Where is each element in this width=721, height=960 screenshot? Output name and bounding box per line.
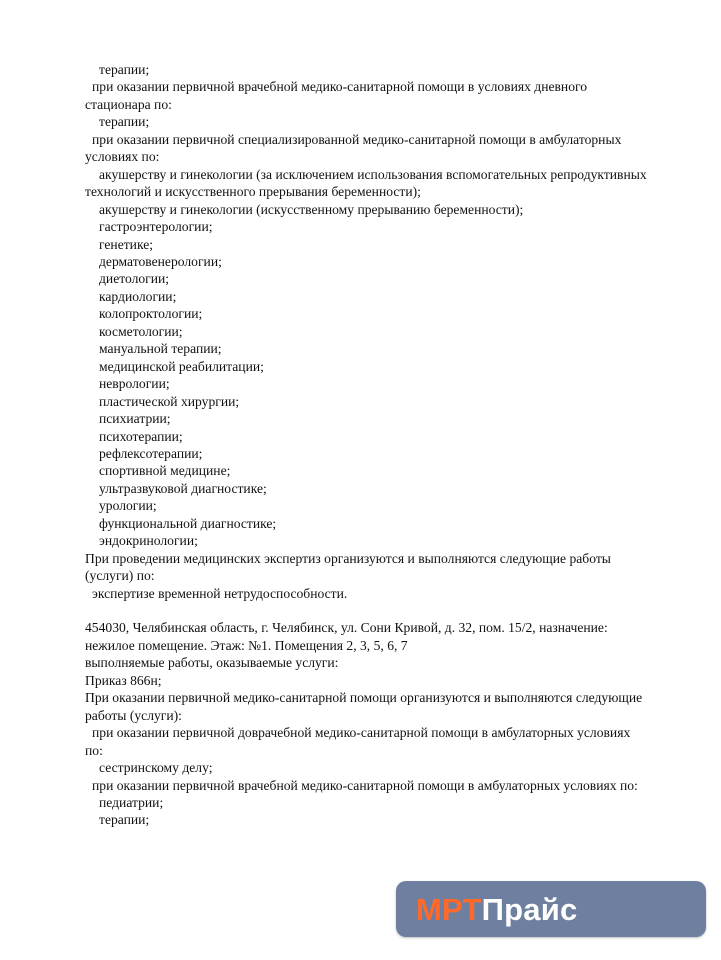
- document-line: нежилое помещение. Этаж: №1. Помещения 2, 3, 5, 6, 7: [85, 637, 408, 653]
- document-line: ультразвуковой диагностике;: [99, 480, 267, 496]
- document-line: медицинской реабилитации;: [99, 358, 264, 374]
- document-line: терапии;: [99, 114, 150, 130]
- document-line: при оказании первичной врачебной медико-санитарной помощи в амбулаторных условиях по:: [92, 777, 638, 793]
- document-line: технологий и искусственного прерывания беременности);: [85, 184, 421, 200]
- document-line: кардиологии;: [99, 288, 177, 304]
- document-line: условиях по:: [85, 149, 160, 165]
- document-line: косметологии;: [99, 323, 183, 339]
- document-line: рефлексотерапии;: [99, 445, 203, 461]
- document-line: гастроэнтерологии;: [99, 219, 213, 235]
- document-line: 454030, Челябинская область, г. Челябинск, ул. Сони Кривой, д. 32, пом. 15/2, назначение:: [85, 620, 608, 636]
- document-line: терапии;: [99, 62, 150, 77]
- document-body: [85, 61, 695, 829]
- document-line: сестринскому делу;: [99, 760, 213, 776]
- document-line: колопроктологии;: [99, 306, 203, 322]
- document-line: акушерству и гинекологии (искусственному прерыванию беременности);: [99, 201, 524, 217]
- watermark-logo-accent: МРТ: [416, 891, 482, 927]
- document-line: пластической хирургии;: [99, 393, 240, 409]
- document-line: психотерапии;: [99, 428, 183, 444]
- document-line: при оказании первичной доврачебной медико-санитарной помощи в амбулаторных условиях: [92, 725, 631, 741]
- document-line: неврологии;: [99, 376, 170, 392]
- document-line: экспертизе временной нетрудоспособности.: [92, 585, 348, 601]
- document-line: психиатрии;: [99, 411, 171, 427]
- document-line: При проведении медицинских экспертиз организуются и выполняются следующие работы: [85, 550, 611, 566]
- watermark-logo-main: Прайс: [481, 891, 578, 927]
- document-line: терапии;: [99, 812, 150, 828]
- document-line: при оказании первичной специализированной медико-санитарной помощи в амбулаторных: [92, 131, 622, 147]
- watermark-logo-text: [416, 891, 578, 927]
- document-line: диетологии;: [99, 271, 170, 287]
- document-line: по:: [85, 742, 103, 758]
- document-line: дерматовенерологии;: [99, 253, 222, 269]
- blank-line: [85, 602, 695, 619]
- document-line: генетике;: [99, 236, 154, 252]
- document-line: (услуги) по:: [85, 568, 155, 584]
- document-line: работы (услуги):: [85, 707, 182, 723]
- document-line: педиатрии;: [99, 795, 164, 811]
- mrtprice-watermark-logo: [396, 881, 706, 937]
- document-line: эндокринологии;: [99, 533, 198, 549]
- document-line: стационара по:: [85, 96, 172, 112]
- document-line: мануальной терапии;: [99, 341, 222, 357]
- document-line: выполняемые работы, оказываемые услуги:: [85, 655, 339, 671]
- document-line: спортивной медицине;: [99, 463, 231, 479]
- document-line: при оказании первичной врачебной медико-санитарной помощи в условиях дневного: [92, 79, 588, 95]
- document-line: акушерству и гинекологии (за исключением использования вспомогательных репродуктивных: [99, 166, 647, 182]
- document-line: Приказ 866н;: [85, 672, 162, 688]
- document-line: функциональной диагностике;: [99, 515, 277, 531]
- document-line: урологии;: [99, 498, 157, 514]
- document-line: При оказании первичной медико-санитарной помощи организуются и выполняются следующие: [85, 690, 643, 706]
